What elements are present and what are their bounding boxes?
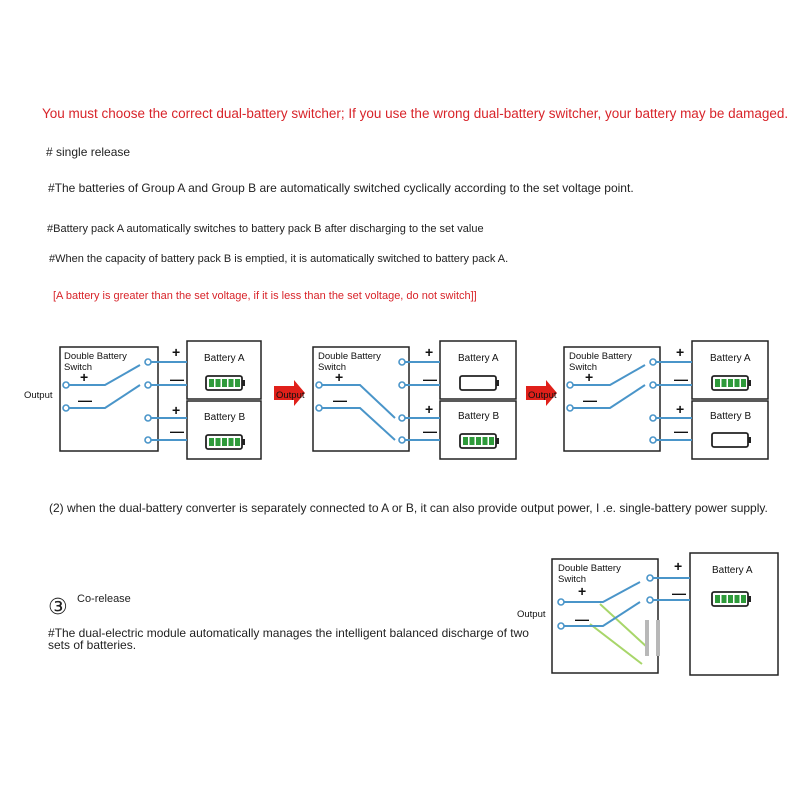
plus-sign-b: + <box>425 401 434 417</box>
output-label: Output <box>276 390 305 401</box>
battery-a-label: Battery A <box>458 353 499 364</box>
minus-sign-b: — <box>170 423 184 439</box>
battery-b-icon-full <box>460 434 499 448</box>
switch-label-1: Double Battery <box>558 563 621 574</box>
diagram-3 <box>528 341 768 459</box>
green-line <box>590 604 648 664</box>
plus-sign-switch: + <box>80 369 89 385</box>
output-label: Output <box>528 390 557 401</box>
plus-sign-a: + <box>676 344 685 360</box>
battery-b-label: Battery B <box>204 412 246 423</box>
warning-text: You must choose the correct dual-battery switcher; If you use the wrong dual-battery switcher, your battery may be damaged. <box>42 106 789 121</box>
battery-a-icon-full <box>712 376 751 390</box>
diagram-co-release <box>517 553 778 675</box>
battery-b-box <box>440 401 516 459</box>
minus-sign-a: — <box>674 371 688 387</box>
switch-label-2: Switch <box>64 362 92 373</box>
battery-a-icon-full <box>712 592 751 606</box>
plus-sign-b: + <box>172 402 181 418</box>
co-release-heading: Co-release <box>77 593 131 605</box>
switch-label-2: Switch <box>558 574 586 585</box>
switch-label-2: Switch <box>569 362 597 373</box>
battery-a-icon-empty <box>460 376 499 390</box>
plus-sign-a: + <box>425 344 434 360</box>
battery-a-label: Battery A <box>204 353 245 364</box>
output-label: Output <box>517 609 546 620</box>
battery-b-icon-empty <box>712 433 751 447</box>
plus-sign-a: + <box>172 344 181 360</box>
diagram-1 <box>24 341 261 459</box>
battery-b-box <box>187 401 261 459</box>
battery-b-label: Battery B <box>458 411 500 422</box>
battery-a-icon-full <box>206 376 245 390</box>
battery-b-box <box>692 401 768 459</box>
minus-sign-a: — <box>423 371 437 387</box>
plus-sign-a: + <box>674 558 683 574</box>
gray-bar <box>645 620 649 656</box>
battery-b-icon-full <box>206 435 245 449</box>
plus-sign-switch: + <box>335 369 344 385</box>
switch-label-1: Double Battery <box>64 351 127 362</box>
co-release-line-1: #The dual-electric module automatically manages the intelligent balanced discharge of two <box>48 626 529 640</box>
minus-sign-b: — <box>423 423 437 439</box>
description-line-1: #The batteries of Group A and Group B are automatically switched cyclically according to the set voltage point. <box>48 181 634 195</box>
switch-label-1: Double Battery <box>318 351 381 362</box>
minus-sign-a: — <box>170 371 184 387</box>
minus-sign-switch: — <box>575 611 589 627</box>
gray-bar <box>656 620 660 656</box>
battery-a-label: Battery A <box>710 353 751 364</box>
output-label: Output <box>24 390 53 401</box>
minus-sign-switch: — <box>333 392 347 408</box>
minus-sign-switch: — <box>78 392 92 408</box>
battery-a-label: Battery A <box>712 565 753 576</box>
plus-sign-switch: + <box>585 369 594 385</box>
plus-sign-b: + <box>676 401 685 417</box>
single-release-heading: # single release <box>46 145 131 159</box>
voltage-note: [A battery is greater than the set voltage, if it is less than the set voltage, do not switch]] <box>53 290 477 302</box>
minus-sign-switch: — <box>583 392 597 408</box>
co-release-line-2: sets of batteries. <box>48 638 137 652</box>
diagram-2 <box>276 341 516 459</box>
switch-label-2: Switch <box>318 362 346 373</box>
battery-b-label: Battery B <box>710 411 752 422</box>
minus-sign-b: — <box>674 423 688 439</box>
plus-sign-switch: + <box>578 583 587 599</box>
description-line-2: #Battery pack A automatically switches to battery pack B after discharging to the set value <box>47 223 484 235</box>
section2-text: (2) when the dual-battery converter is separately connected to A or B, it can also provide output power, I .e. single-battery power supply. <box>49 501 768 515</box>
section3-number: ③ <box>48 594 68 619</box>
description-line-3: #When the capacity of battery pack B is emptied, it is automatically switched to battery pack A. <box>49 253 509 265</box>
switch-label-1: Double Battery <box>569 351 632 362</box>
minus-sign-a: — <box>672 585 686 601</box>
